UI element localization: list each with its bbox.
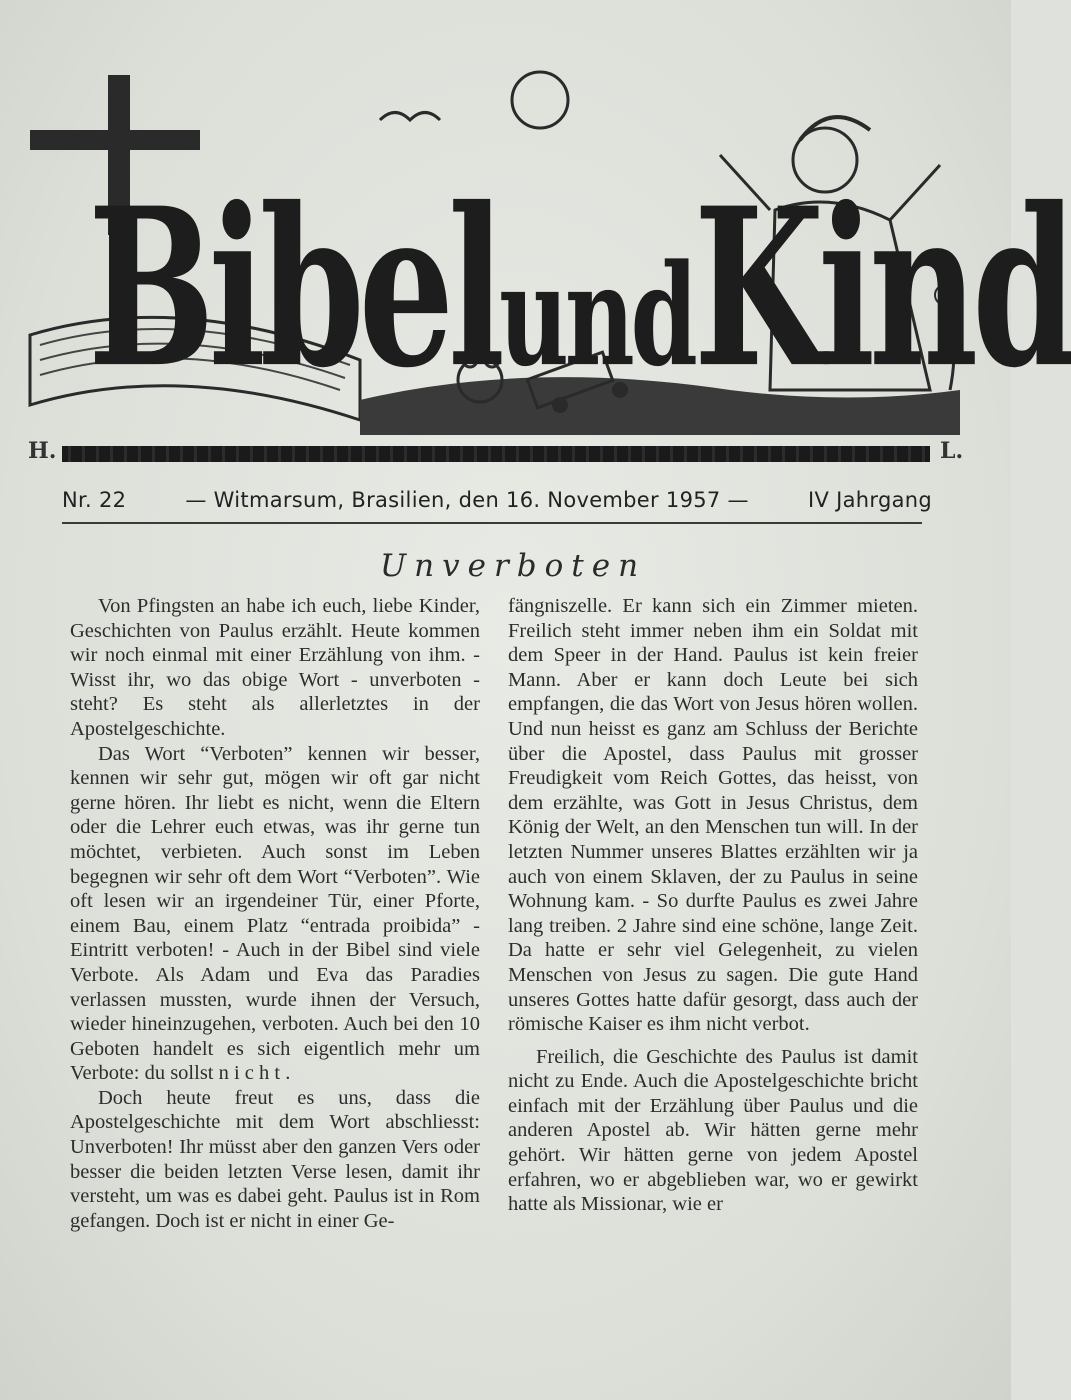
paragraph: Von Pfingsten an habe ich euch, liebe Kinder, Geschichten von Paulus erzählt. Heute kommen wir noch einmal mit einer Erzählung von ihm. - Wisst ihr, wo das obige Wort - unverboten - steht? Es steht als allerletztes in der Apostelgeschichte.: [70, 595, 480, 740]
paragraph: Das Wort “Verboten” kennen wir besser, kennen wir sehr gut, mögen wir oft gar nicht gerne hören. Ihr liebt es nicht, wenn die Eltern oder die Lehrer euch etwas, was ihr gerne tun möchtet, verbieten. Auch sonst im Leben begegnen wir sehr oft dem Wort “Verboten”. Wie oft lesen wir an irgendeiner Tür, einer Pforte, einem Bau, einem Platz “entrada proibida” - Eintritt verboten! - Auch in der Bibel sind viele Verbote. Als Adam und Eva das Paradies verlassen mussten, wurde ihnen der Versuch, wieder hineinzugehen, verboten. Auch bei den 10 Geboten handelt es sich eigentlich mehr um Verbote: du sollst n i c h t .: [70, 742, 480, 1085]
issue-place-date: — Witmarsum, Brasilien, den 16. November 1957 —: [185, 488, 749, 512]
masthead-title: [88, 161, 1071, 417]
issue-volume: IV Jahrgang: [807, 488, 932, 512]
masthead-title-bibel: Bibel: [88, 161, 500, 417]
paragraph: fängniszelle. Er kann sich ein Zimmer mieten. Freilich steht immer neben ihm ein Soldat mit dem Speer in der Hand. Paulus ist kein freier Mann. Aber er kann doch Leute bei sich empfangen, die das Wort von Jesus hören wollen. Und nun heisst es ganz am Schluss der Berichte über die Apostel, dass Paulus mit grosser Freudigkeit vom Reich Gottes, das heisst, von dem erzählte, was Gott in Jesus Christus, dem König der Welt, an den Menschen tun will. In der letzten Nummer unseres Blattes erzählten wir ja auch von einem Sklaven, der zu Paulus in seine Wohnung kam. - So durfte Paulus es zwei Jahre lang treiben. 2 Jahre sind eine schöne, lange Zeit. Da hatte er sehr viel Gelegenheit, zu vielen Menschen von Jesus zu sagen. Die gute Hand unseres Gottes hatte dafür gesorgt, dass auch der römische Kaiser es ihm nicht verbot.: [508, 595, 918, 1036]
masthead-rule: [62, 446, 930, 462]
article-column-left: [70, 594, 480, 1233]
article-column-right: [508, 594, 918, 1217]
masthead-title-kind: Kind: [693, 161, 1071, 417]
issue-number: Nr. 22: [62, 488, 127, 512]
masthead-title-und: und: [499, 233, 694, 398]
illustrator-initial-right: L.: [940, 438, 964, 464]
paragraph: Doch heute freut es uns, dass die Apostelgeschichte mit dem Wort abschliesst: Unverboten! Ihr müsst aber den ganzen Vers oder besser die beiden letzten Verse lesen, damit ihr versteht, um was es dabei geht. Paulus ist in Rom gefangen. Doch ist er nicht in einer Ge-: [70, 1086, 480, 1232]
article-heading: Unverboten: [380, 548, 647, 584]
issue-rule: [62, 522, 922, 524]
paragraph: Freilich, die Geschichte des Paulus ist damit nicht zu Ende. Auch die Apostelgeschichte bricht einfach mit der Erzählung über Paulus und die anderen Apostel ab. Wir hätten gerne mehr gehört. Wir hätten gerne von jedem Apostel erfahren, wo er abgeblieben war, wo er gewirkt hatte als Missionar, wie er: [508, 1045, 918, 1216]
illustrator-initial-left: H.: [28, 438, 57, 464]
issue-line: [62, 488, 932, 512]
masthead: [30, 60, 1071, 450]
